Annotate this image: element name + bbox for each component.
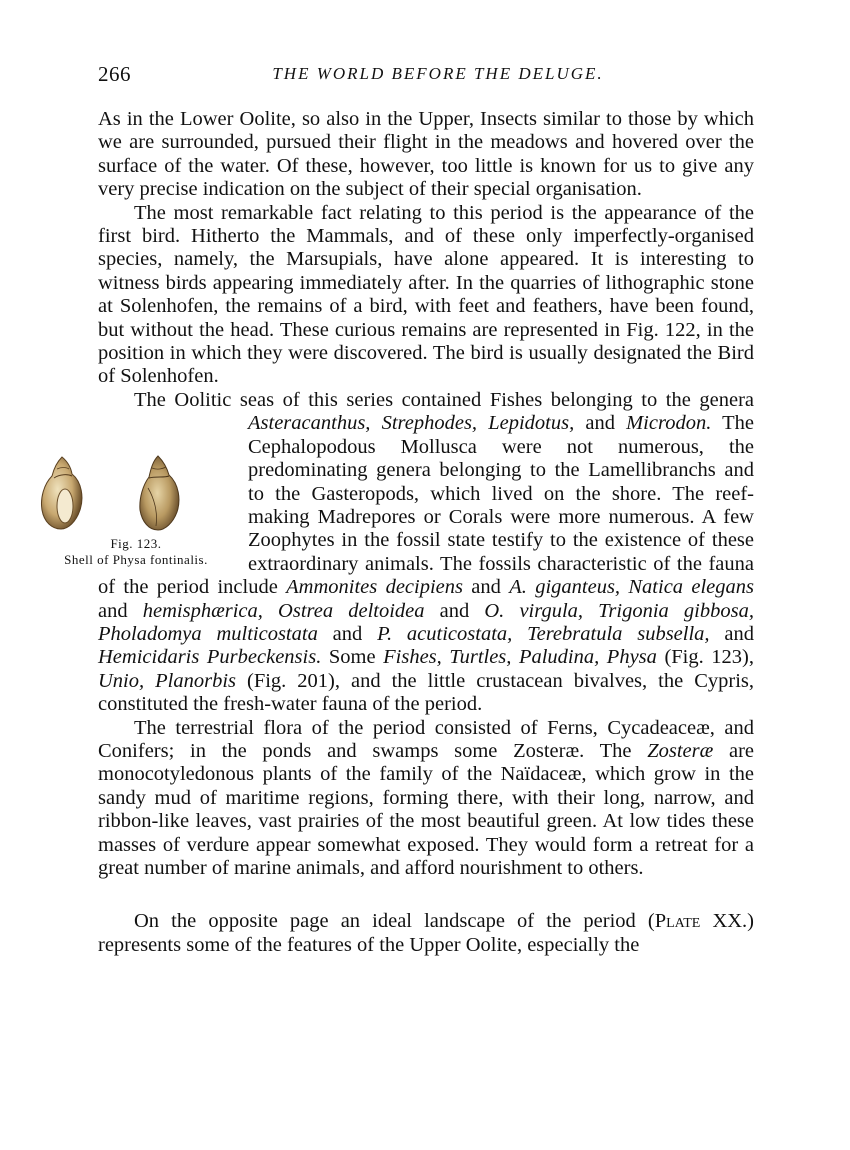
paragraph-first-bird: The most remarkable fact relating to this period is the appearance of the first bird. Hitherto the Mammals, and of these only imperfectly-organised species, namely, the Marsupials, have alone appeared. It is interesting to witness birds appearing immediately after. In the quarries of lithographic stone at Solenhofen, the remains of a bird, with feet and feathers, have been found, but without the head. These curious remains are represented in Fig. 122, in the position in which they were discovered. The bird is usually designated the Bird of Solenhofen. — [98, 201, 754, 388]
figure-caption: Shell of Physa fontinalis. — [64, 552, 208, 568]
figure-label: Fig. 123. — [110, 536, 162, 552]
figure-123 — [0, 412, 232, 568]
shell-illustrations — [18, 454, 218, 534]
paragraph-plate-reference: On the opposite page an ideal landscape of the period (Plate XX.) represents some of the features of the Upper Oolite, especially the — [98, 910, 754, 956]
paragraph-terrestrial-flora: The terrestrial flora of the period consisted of Ferns, Cycadeaceæ, and Conifers; in the ponds and swamps some Zosteræ. The Zosteræ are monocotyledonous plants of the family of the Naïdaceæ, which grow in the sandy mud of maritime regions, forming there, with their long, narrow, and ribbon-like leaves, vast prairies of the most beautiful green. At low tides these masses of verdure appear somewhat exposed. They would form a retreat for a great number of marine animals, and afford nourishment to others. — [98, 716, 754, 879]
running-head: THE WORLD BEFORE THE DELUGE. — [272, 64, 604, 83]
body-text — [64, 108, 755, 957]
section-gap — [98, 880, 754, 910]
paragraph-insects: As in the Lower Oolite, so also in the Upper, Insects similar to those by which we are surrounded, pursued their flight in the meadows and hovered over the surface of the water. Of these, however, too little is known for us to give any very precise indication on the subject of their special organisation. — [98, 108, 754, 201]
page-number: 266 — [98, 62, 131, 86]
paragraph-oolitic-seas: The Oolitic seas of this series contained Fishes belonging to the genera Asteracanthus, Strephodes, Lepidotus, and Microdon. Fig. 123. Shell of Physa fontinalis. The Cephalopodous Mollusca were not numerous, the predominating genera belonging to the Lamellibranchs and to the Gasteropods, which lived on the shore. The reef-making Madrepores or Corals were more numerous. A few Zoophytes in the fossil state testify to the existence of these extraordinary animals. The fossils characteristic of the fauna of the period include Ammonites decipiens and A. giganteus, Natica elegans and hemisphærica, Ostrea deltoidea and O. virgula, Trigonia gibbosa, Pholadomya multicostata and P. acuticostata, Terebratula subsella, and Hemicidaris Purbeckensis. Some Fishes, Turtles, Paludina, Physa (Fig. 123), Unio, Planorbis (Fig. 201), and the little crustacean bivalves, the Cypris, constituted the fresh-water fauna of the period. — [98, 389, 754, 717]
page-header — [98, 62, 758, 90]
physa-shell-side-image — [136, 454, 184, 532]
physa-shell-front-image — [38, 454, 86, 532]
